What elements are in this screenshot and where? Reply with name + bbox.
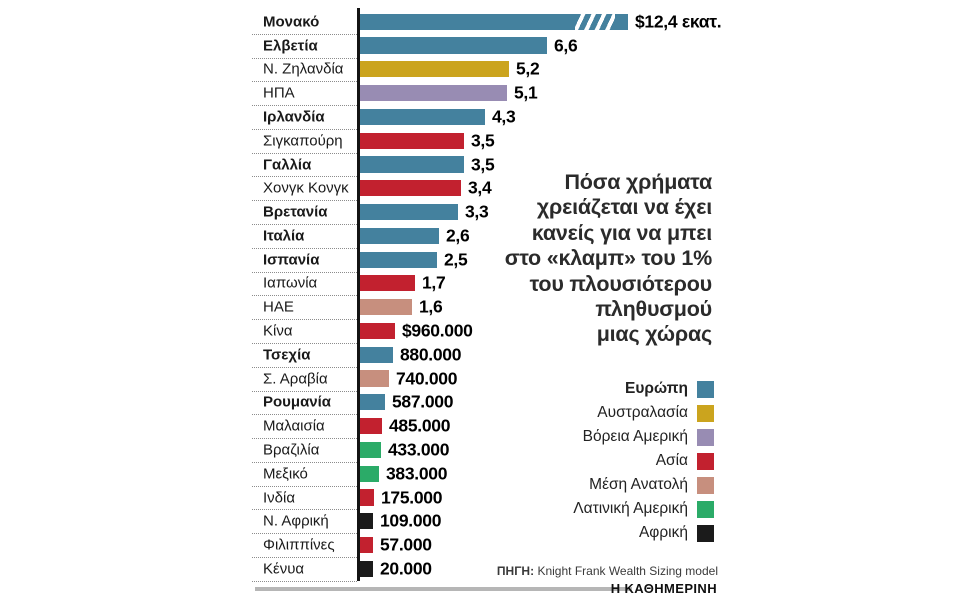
country-label: Φιλιππίνες	[263, 536, 335, 554]
chart-title-line: Πόσα χρήματα	[564, 170, 712, 194]
country-label: Ν. Αφρική	[263, 512, 329, 530]
chart-title-line: πληθυσμού	[595, 297, 712, 322]
country-label: Ελβετία	[263, 37, 318, 55]
bar	[360, 156, 464, 172]
country-label: Ινδία	[263, 489, 296, 507]
legend-color-swatch	[697, 381, 714, 398]
legend-label: Βόρεια Αμερική	[582, 428, 688, 445]
legend-color-swatch	[697, 477, 714, 494]
bar	[360, 299, 412, 315]
chart-row	[252, 10, 730, 34]
bar	[360, 466, 379, 482]
bar	[360, 180, 461, 196]
value-label: 740.000	[396, 368, 458, 389]
chart-title-line: χρειάζεται να έχει	[536, 195, 712, 220]
bar	[360, 537, 373, 553]
legend-item	[573, 497, 714, 521]
row-separator	[252, 581, 357, 582]
source-prefix-label: ΠΗΓΗ:	[496, 564, 535, 578]
legend-item	[573, 377, 714, 401]
country-label: Βραζιλία	[263, 441, 320, 459]
legend-item	[573, 521, 714, 545]
value-label: 2,6	[446, 225, 470, 246]
footer-rule	[255, 587, 632, 591]
value-label: 5,2	[516, 58, 540, 79]
bar	[360, 442, 381, 458]
value-label: 5,1	[514, 82, 538, 103]
country-label: Ισπανία	[263, 251, 320, 269]
value-label: $960.000	[402, 320, 473, 341]
legend-item	[573, 401, 714, 425]
legend-label: Μέση Ανατολή	[589, 476, 688, 493]
value-label: 109.000	[380, 510, 442, 531]
bar	[360, 14, 628, 30]
country-label: Κίνα	[263, 322, 293, 340]
value-label: 433.000	[388, 439, 450, 460]
legend	[573, 377, 714, 545]
value-label: 3,5	[471, 130, 495, 151]
bar	[360, 228, 439, 244]
chart-row	[252, 129, 730, 153]
country-label: Τσεχία	[263, 346, 311, 364]
bar	[360, 252, 437, 268]
source-note	[497, 564, 718, 578]
bar	[360, 85, 507, 101]
legend-color-swatch	[697, 453, 714, 470]
legend-label: Αφρική	[638, 524, 688, 541]
legend-item	[573, 473, 714, 497]
country-label: Χονγκ Κονγκ	[263, 179, 349, 197]
legend-label: Αυστραλασία	[597, 404, 688, 421]
bar	[360, 489, 374, 505]
chart-title	[505, 170, 712, 348]
bar	[360, 370, 389, 386]
country-label: Ν. Ζηλανδία	[263, 60, 344, 78]
country-label: ΗΑΕ	[263, 298, 294, 316]
value-label: 383.000	[386, 463, 448, 484]
country-label: Ιταλία	[263, 227, 305, 245]
country-label: Σ. Αραβία	[263, 370, 328, 388]
country-label: Μεξικό	[263, 465, 308, 483]
legend-label: Λατινική Αμερική	[573, 500, 688, 517]
chart-row	[252, 105, 730, 129]
bar	[360, 418, 382, 434]
value-label: 880.000	[400, 344, 462, 365]
legend-color-swatch	[697, 405, 714, 422]
legend-color-swatch	[697, 525, 714, 542]
country-label: Μαλαισία	[263, 417, 325, 435]
value-label: 6,6	[554, 35, 578, 56]
bar	[360, 513, 373, 529]
value-label: 1,7	[422, 272, 446, 293]
value-label: 485.000	[389, 415, 451, 436]
chart-title-line: στο «κλαμπ» του 1%	[504, 246, 712, 271]
value-label: $12,4 εκατ.	[635, 11, 722, 32]
kathimerini-logo: Η ΚΑΘΗΜΕΡΙΝΗ	[610, 581, 717, 596]
bar	[360, 109, 485, 125]
value-label: 3,5	[471, 154, 495, 175]
bar	[360, 394, 385, 410]
legend-color-swatch	[697, 501, 714, 518]
value-label: 2,5	[444, 249, 468, 270]
legend-label: Ευρώπη	[625, 380, 688, 397]
value-label: 3,4	[468, 177, 492, 198]
country-label: Κένυα	[263, 560, 305, 578]
chart-title-line: μιας χώρας	[596, 322, 712, 347]
value-label: 175.000	[381, 487, 443, 508]
value-label: 3,3	[465, 201, 489, 222]
country-label: ΗΠΑ	[263, 84, 295, 102]
country-label: Βρετανία	[263, 203, 328, 221]
legend-color-swatch	[697, 429, 714, 446]
value-label: 587.000	[392, 391, 454, 412]
country-label: Γαλλία	[263, 156, 312, 174]
chart-title-line: κανείς για να μπει	[531, 220, 712, 245]
bar	[360, 61, 509, 77]
source-text: Knight Frank Wealth Sizing model	[537, 564, 718, 578]
chart-row	[252, 34, 730, 58]
value-label: 57.000	[380, 534, 432, 555]
value-label: 20.000	[380, 558, 432, 579]
bar	[360, 204, 458, 220]
legend-item	[573, 449, 714, 473]
bar	[360, 347, 393, 363]
legend-label: Ασία	[655, 452, 688, 469]
chart-row	[252, 81, 730, 105]
chart-title-line: του πλουσιότερου	[529, 271, 712, 296]
country-label: Μονακό	[263, 13, 320, 31]
bar	[360, 37, 547, 53]
bar	[360, 561, 373, 577]
country-label: Σιγκαπούρη	[263, 132, 343, 150]
country-label: Ρουμανία	[263, 393, 332, 411]
bar	[360, 275, 415, 291]
value-label: 1,6	[419, 296, 443, 317]
bar	[360, 133, 464, 149]
axis-break-hatch	[575, 14, 615, 30]
chart-row	[252, 58, 730, 82]
country-label: Ιρλανδία	[263, 108, 325, 126]
value-label: 4,3	[492, 106, 516, 127]
bar	[360, 323, 395, 339]
legend-item	[573, 425, 714, 449]
country-label: Ιαπωνία	[263, 274, 318, 292]
